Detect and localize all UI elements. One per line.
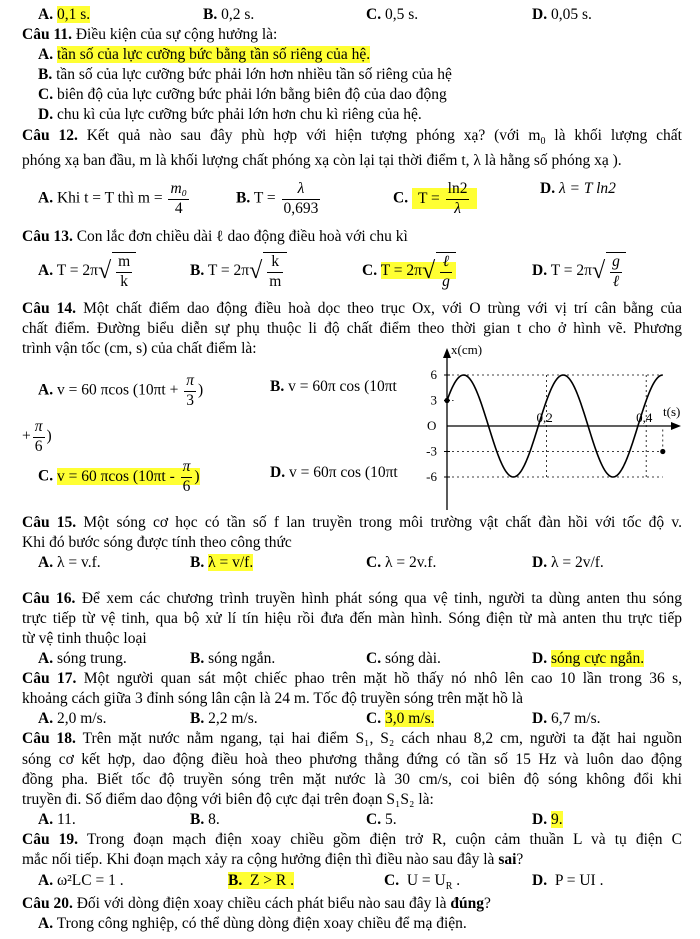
q13-option-a[interactable]: A. T = 2π√ $\frac{m}{k}$ bbox=[38, 252, 136, 291]
q12-c-fraction: $\frac{\ln 2}{\lambda}$ bbox=[447, 180, 468, 217]
sqrt-icon: √ bbox=[421, 258, 436, 285]
q11-option-d[interactable]: D. chu kì của lực cưỡng bức phải lớn hơn chu kì riêng của hệ. bbox=[38, 106, 422, 123]
q15-option-c[interactable]: C. λ = 2v.f. bbox=[366, 554, 437, 571]
q14-stem-line3: trình vận tốc (cm, s) của chất điểm là: bbox=[22, 340, 257, 357]
q19-stem-line2: mắc nối tiếp. Khi đoạn mạch xảy ra cộng hưởng điện thì điều nào sau đây là sai? bbox=[22, 851, 524, 868]
q14-option-a[interactable]: A. v = 60 πcos (10πt + $\frac{\pi}{3}$ ) bbox=[38, 372, 204, 409]
q12-stem-line2: phóng xạ ban đầu, m là khối lượng chất phóng xạ còn lại tại thời điểm t, λ là hằng số phóng xạ ). bbox=[22, 152, 622, 169]
y-tick-label: -6 bbox=[426, 469, 437, 484]
q14-option-b-continuation: + $\frac{\pi}{6}$ ) bbox=[22, 418, 52, 455]
q18-stem-line2: sóng cơ kết hợp, dao động điều hoà theo phương thẳng đứng có tần số 15 Hz và luôn dao động bbox=[22, 751, 682, 768]
q16-option-a[interactable]: A. sóng trung. bbox=[38, 650, 127, 667]
q17-stem-line1: Câu 17. Một người quan sát một chiếc phao trên mặt hồ thấy nó nhô lên cao 10 lần trong 36 s, bbox=[22, 670, 683, 687]
q14-a-fraction: $\frac{\pi}{3}$ bbox=[186, 372, 194, 409]
sqrt-icon: √ bbox=[591, 258, 606, 285]
q15-stem-line1: Câu 15. Một sóng cơ học có tần số f lan truyền trong môi trường vật chất đàn hồi với tốc độ v. bbox=[22, 514, 682, 531]
q20-stem: Câu 20. Đối với dòng điện xoay chiều cách phát biểu nào sau đây là đúng? bbox=[22, 895, 491, 912]
q18-option-d[interactable]: D. 9. bbox=[532, 811, 563, 828]
q17-option-c[interactable]: C. 3,0 m/s. bbox=[366, 710, 435, 727]
q13-option-c[interactable]: C. T = 2π√ $\frac{\text{ℓ}}{g}$ bbox=[362, 252, 456, 291]
q19-option-c[interactable]: C. $U = U_R$ . bbox=[384, 872, 461, 893]
q16-stem-line2: trực tiếp từ vệ tinh, qua bộ xử lí tín hiệu rồi đưa đến màn hình. Sóng điện từ mà anten thu trực tiếp bbox=[22, 610, 682, 627]
x-axis-label: t(s) bbox=[663, 404, 681, 419]
y-axis-arrow-icon bbox=[443, 348, 451, 358]
q14-stem-line2: chất điểm. Đường biểu diễn sự phụ thuộc li độ chất điểm theo thời gian t cho ở hình vẽ. Phương bbox=[22, 320, 682, 337]
q16-option-c[interactable]: C. sóng dài. bbox=[366, 650, 441, 667]
q19-option-a[interactable]: A. ω²LC = 1 . bbox=[38, 872, 124, 889]
sqrt-icon: √ bbox=[97, 258, 112, 285]
q12-option-c[interactable]: C. T = $\frac{\ln 2}{\lambda}$ bbox=[393, 180, 477, 218]
q19-b-highlight: B. Z > R . bbox=[228, 872, 295, 889]
y-tick-label: 3 bbox=[430, 392, 437, 408]
q19-option-b[interactable] bbox=[228, 872, 294, 891]
q18-stem-line1: Câu 18. Trên mặt nước nằm ngang, tại hai điểm S₁, S₂ cách nhau 8,2 cm, người ta đặt hai nguồn bbox=[22, 730, 682, 747]
q14-option-b[interactable]: B. v = 60π cos (10πt bbox=[270, 378, 397, 395]
x-axis-arrow-icon bbox=[671, 422, 681, 430]
y-tick-label: -3 bbox=[426, 443, 437, 459]
q16-option-b[interactable]: B. sóng ngắn. bbox=[190, 650, 276, 667]
y-axis-label: x(cm) bbox=[451, 342, 483, 357]
q18-option-a[interactable]: A. 11. bbox=[38, 811, 76, 828]
q10-option-d[interactable]: D. 0,05 s. bbox=[532, 6, 592, 23]
q13-option-b[interactable]: B. T = 2π√ $\frac{k}{m}$ bbox=[190, 252, 287, 291]
q10-option-c[interactable]: C. 0,5 s. bbox=[366, 6, 419, 23]
data-point bbox=[660, 449, 665, 454]
q15-option-b[interactable]: B. λ = v/f. bbox=[190, 554, 254, 571]
q11-option-a[interactable]: A. tần số của lực cưỡng bức bằng tần số riêng của hệ. bbox=[38, 46, 371, 63]
q13-stem: Câu 13. Con lắc đơn chiều dài ℓ dao động điều hoà với chu kì bbox=[22, 228, 408, 245]
q12-option-b[interactable]: B. T = $\frac{\lambda}{0,693}$ bbox=[236, 180, 319, 217]
sqrt-icon: √ bbox=[249, 258, 263, 285]
q15-option-d[interactable]: D. λ = 2v/f. bbox=[532, 554, 604, 571]
q11-option-b[interactable]: B. tần số của lực cưỡng bức phải lớn hơn nhiều tần số riêng của hệ bbox=[38, 66, 452, 83]
q16-stem-line3: từ vệ tinh thuộc loại bbox=[22, 630, 147, 647]
q12-a-fraction: $\frac{\text{m₀}}{4}$ bbox=[170, 180, 188, 217]
q11-option-c[interactable]: C. biên độ của lực cưỡng bức phải lớn bằng biên độ của dao động bbox=[38, 86, 447, 103]
q15-stem-line2: Khi đó bước sóng được tính theo công thức bbox=[22, 534, 292, 551]
q14-option-d[interactable]: D. v = 60π cos (10πt bbox=[270, 464, 398, 481]
q14-c-highlight: v = 60 πcos (10πt - $\frac{\pi}{6}$ ) bbox=[56, 458, 200, 495]
q10-option-b[interactable]: B. 0,2 s. bbox=[203, 6, 255, 23]
q17-option-a[interactable]: A. 2,0 m/s. bbox=[38, 710, 107, 727]
displacement-time-graph bbox=[415, 342, 690, 517]
q11-stem: Câu 11. Điều kiện của sự cộng hưởng là: bbox=[22, 26, 278, 43]
q13-option-d[interactable]: D. T = 2π√ $\frac{g}{\text{ℓ}}$ bbox=[532, 252, 626, 291]
q15-option-a[interactable]: A. λ = v.f. bbox=[38, 554, 101, 571]
q18-option-c[interactable]: C. 5. bbox=[366, 811, 397, 828]
x-tick-label: 0,4 bbox=[636, 410, 653, 425]
y-tick-label: 6 bbox=[430, 367, 437, 382]
q12-option-d[interactable]: D. λ = T ln2 bbox=[540, 180, 616, 197]
q19-stem-line1: Câu 19. Trong đoạn mạch điện xoay chiều gồm điện trở R, cuộn cảm thuần L và tụ điện C bbox=[22, 831, 682, 848]
graph-axes bbox=[443, 348, 681, 510]
q14-option-c[interactable]: C. v = 60 πcos (10πt - $\frac{\pi}{6}$ ) bbox=[38, 458, 200, 495]
q12-b-fraction: $\frac{\lambda}{0,693}$ bbox=[283, 180, 319, 217]
q14-stem-line1: Câu 14. Một chất điểm dao động điều hoà dọc theo trục Ox, với O trùng với vị trí cân bằng của bbox=[22, 300, 682, 317]
q10-option-a[interactable]: A. 0,1 s. bbox=[38, 6, 91, 23]
graph-labels bbox=[426, 342, 680, 484]
q17-option-b[interactable]: B. 2,2 m/s. bbox=[190, 710, 258, 727]
q16-stem-line1: Câu 16. Để xem các chương trình truyền hình phát sóng qua vệ tinh, người ta dùng anten thu sóng bbox=[22, 590, 682, 607]
q12-option-a[interactable]: A. Khi t = T thì m = $\frac{\text{m₀}}{4}$ bbox=[38, 180, 188, 217]
q20-option-a[interactable]: A. Trong công nghiệp, có thể dùng dòng điện xoay chiều để mạ điện. bbox=[38, 915, 467, 932]
x-tick-label: 0,2 bbox=[536, 410, 553, 425]
q17-option-d[interactable]: D. 6,7 m/s. bbox=[532, 710, 601, 727]
q13-c-highlight: T = 2π√ $\frac{\text{ℓ}}{g}$ bbox=[381, 262, 456, 279]
q18-option-b[interactable]: B. 8. bbox=[190, 811, 220, 828]
origin-label: O bbox=[427, 418, 437, 433]
q12-c-highlight: T = $\frac{\ln 2}{\lambda}$ bbox=[412, 188, 478, 209]
q18-stem-line4: truyền đi. Số điểm dao động với biên độ cực đại trên đoạn S₁S₂ là: bbox=[22, 791, 434, 808]
q18-stem-line3: đồng pha. Biết tốc độ truyền sóng trên mặt nước là 30 cm/s, coi biên độ sóng không đổi khi bbox=[22, 771, 682, 788]
q17-stem-line2: khoảng cách giữa 3 đỉnh sóng lân cận là 24 m. Tốc độ truyền sóng trên mặt hồ là bbox=[22, 690, 523, 707]
data-point bbox=[444, 398, 449, 403]
q16-option-d[interactable]: D. sóng cực ngắn. bbox=[532, 650, 645, 667]
q12-stem-line1: Câu 12. Kết quả nào sau đây phù hợp với hiện tượng phóng xạ? (với $m_0$ là khối lượng chất bbox=[22, 127, 682, 148]
q19-option-d[interactable]: D. P = UI . bbox=[532, 872, 604, 889]
